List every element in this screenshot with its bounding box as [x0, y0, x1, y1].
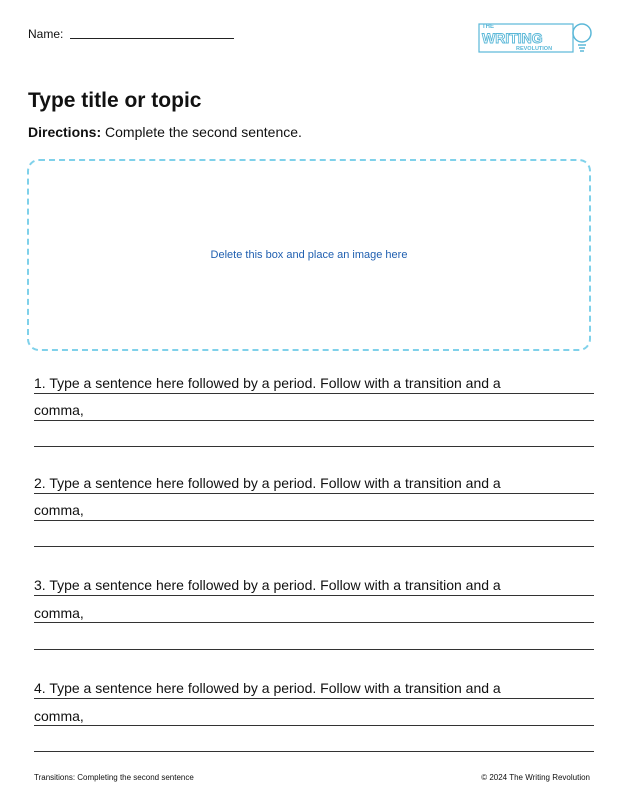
writing-line [34, 393, 594, 394]
writing-revolution-logo [478, 18, 596, 58]
sentence-prompt[interactable]: 4. Type a sentence here followed by a period. Follow with a transition and a [34, 680, 501, 696]
writing-line[interactable] [34, 649, 594, 650]
sentence-continuation[interactable]: comma, [34, 402, 84, 418]
lightbulb-icon [573, 24, 591, 51]
logo-text-writing: WRITING [482, 30, 543, 46]
logo-text-the: THE [482, 24, 494, 30]
writing-line [34, 698, 594, 699]
image-placeholder-text: Delete this box and place an image here [210, 249, 408, 261]
writing-line [34, 725, 594, 726]
logo-text-revolution: REVOLUTION [516, 46, 553, 52]
footer-worksheet-title: Transitions: Completing the second sentence [34, 773, 194, 782]
sentence-continuation[interactable]: comma, [34, 708, 84, 724]
writing-line [34, 493, 594, 494]
page-title[interactable]: Type title or topic [28, 89, 202, 112]
directions [28, 124, 302, 140]
sentence-prompt[interactable]: 3. Type a sentence here followed by a period. Follow with a transition and a [34, 577, 501, 593]
name-blank-line[interactable] [70, 38, 234, 39]
footer-copyright: © 2024 The Writing Revolution [481, 773, 590, 782]
sentence-prompt[interactable]: 2. Type a sentence here followed by a period. Follow with a transition and a [34, 475, 501, 491]
directions-label: Directions: [28, 124, 102, 140]
writing-line [34, 595, 594, 596]
sentence-continuation[interactable]: comma, [34, 605, 84, 621]
name-label: Name: [28, 27, 64, 41]
writing-line [34, 520, 594, 521]
sentence-prompt[interactable]: 1. Type a sentence here followed by a period. Follow with a transition and a [34, 375, 501, 391]
sentence-continuation[interactable]: comma, [34, 502, 84, 518]
image-placeholder-box[interactable] [27, 159, 591, 351]
name-field [28, 27, 234, 41]
writing-line[interactable] [34, 446, 594, 447]
writing-line[interactable] [34, 751, 594, 752]
writing-line [34, 622, 594, 623]
writing-line[interactable] [34, 546, 594, 547]
directions-text: Complete the second sentence. [101, 124, 302, 140]
writing-line [34, 420, 594, 421]
